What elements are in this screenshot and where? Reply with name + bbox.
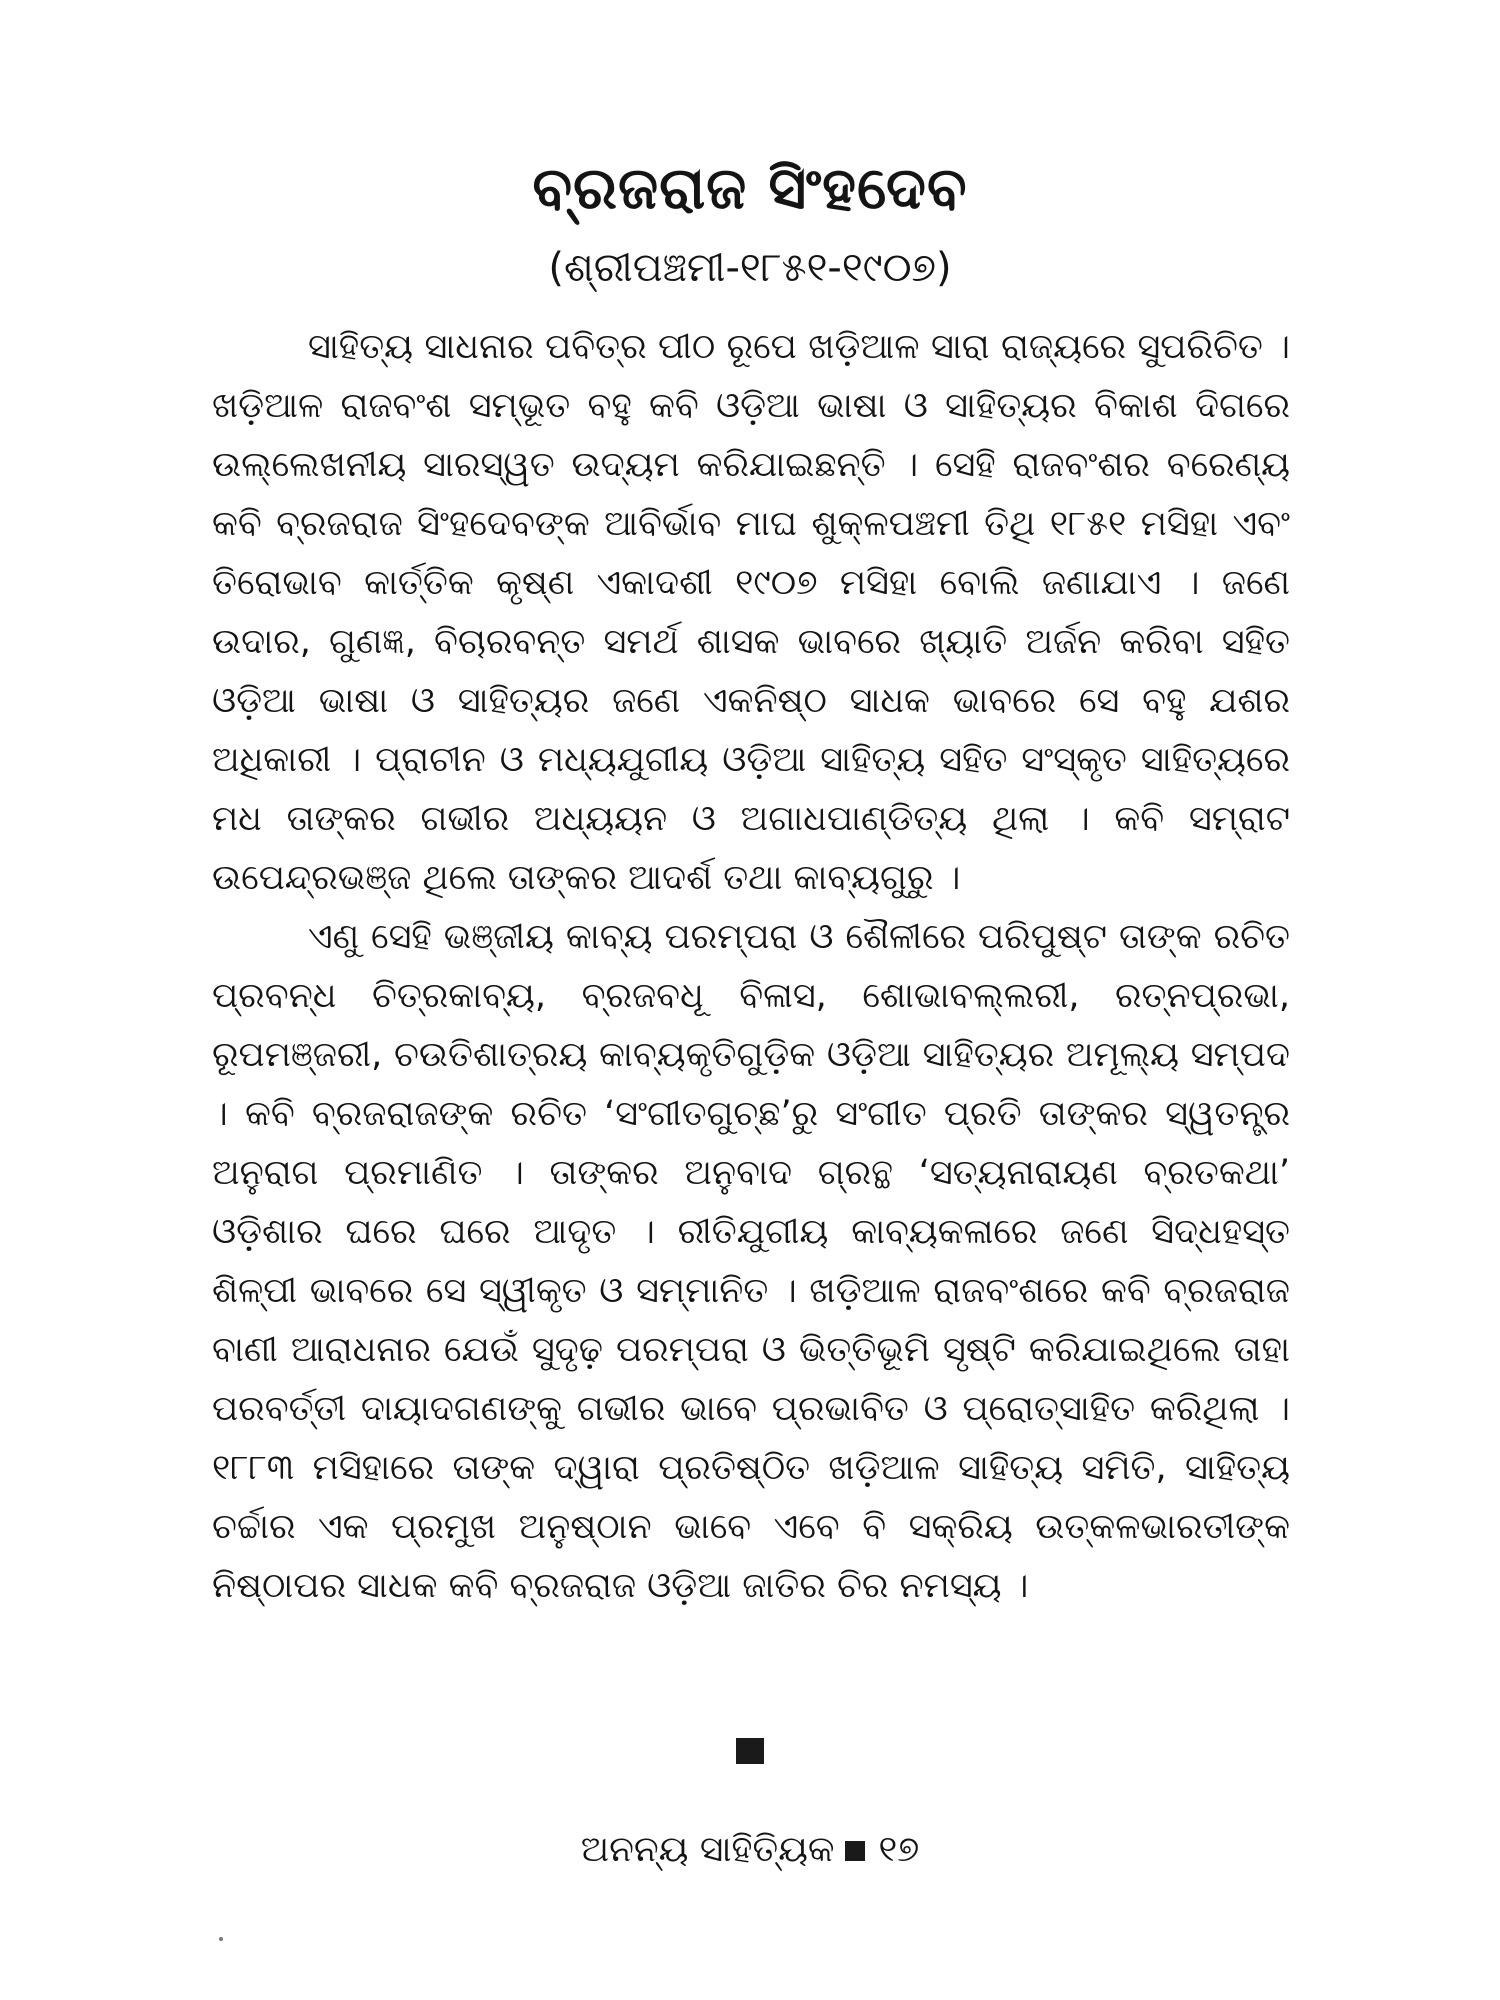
paragraph-2: ଏଣୁ ସେହି ଭଞ୍ଜୀୟ କାବ୍ୟ ପରମ୍ପରା ଓ ଶୈଳୀରେ ପରିପୁଷ୍ଟ ତାଙ୍କ ରଚିତ ପ୍ରବନ୍ଧ ଚିତ୍ରକାବ୍ୟ, ବ୍ରଜବଧୂ ବିଳାସ, ଶୋଭାବଲ୍ଲରୀ, ରତ୍ନପ୍ରଭା, ରୂପମଞ୍ଜରୀ, ଚଉତିଶାତ୍ରୟ କାବ୍ୟକୃତିଗୁଡ଼ିକ ଓଡ଼ିଆ ସାହିତ୍ୟର ଅମୂଲ୍ୟ ସମ୍ପଦ । କବି ବ୍ରଜରାଜଙ୍କ ରଚିତ ‘ସଂଗୀତଗୁଚ୍ଛ’ରୁ ସଂଗୀତ ପ୍ରତି ତାଙ୍କର ସ୍ୱତନ୍ତ୍ର ଅନୁରାଗ ପ୍ରମାଣିତ । ତାଙ୍କର ଅନୁବାଦ ଗ୍ରନ୍ଥ ‘ସତ୍ୟନାରାୟଣ ବ୍ରତକଥା’ ଓଡ଼ିଶାର ଘରେ ଘରେ ଆଦୃତ । ରୀତିଯୁଗୀୟ କାବ୍ୟକଳାରେ ଜଣେ ସିଦ୍ଧହସ୍ତ ଶିଳ୍ପୀ ଭାବରେ ସେ ସ୍ୱୀକୃତ ଓ ସମ୍ମାନିତ । ଖଡ଼ିଆଳ ରାଜବଂଶରେ କବି ବ୍ରଜରାଜ ବାଣୀ ଆରାଧନାର ଯେଉଁ ସୁଦୃଢ଼ ପରମ୍ପରା ଓ ଭିତ୍ତିଭୂମି ସୃଷ୍ଟି କରିଯାଇଥିଲେ ତାହା ପରବର୍ତ୍ତୀ ଦାୟାଦଗଣଙ୍କୁ ଗଭୀର ଭାବେ ପ୍ରଭାବିତ ଓ ପ୍ରୋତ୍ସାହିତ କରିଥିଲା । ୧୮୮୩ ମସିହାରେ ତାଙ୍କ ଦ୍ୱାରା ପ୍ରତିଷ୍ଠିତ ଖଡ଼ିଆଳ ସାହିତ୍ୟ ସମିତି, ସାହିତ୍ୟ ଚର୍ଚ୍ଚାର ଏକ ପ୍ରମୁଖ ଅନୁଷ୍ଠାନ ଭାବେ ଏବେ ବି ସକ୍ରିୟ ଉତ୍କଳଭାରତୀଙ୍କ ନିଷ୍ଠାପର ସାଧକ କବି ବ୍ରଜରାଜ ଓଡ଼ିଆ ଜାତିର ଚିର ନମସ୍ୟ । (212, 917, 1290, 1606)
scan-speck-decoration (219, 1937, 223, 1941)
footer-separator-square-icon (845, 1841, 865, 1861)
paragraph-1: ସାହିତ୍ୟ ସାଧନାର ପବିତ୍ର ପୀଠ ରୂପେ ଖଡ଼ିଆଳ ସାରା ରାଜ୍ୟରେ ସୁପରିଚିତ । ଖଡ଼ିଆଳ ରାଜବଂଶ ସମ୍ଭୂତ ବହୁ କବି ଓଡ଼ିଆ ଭାଷା ଓ ସାହିତ୍ୟର ବିକାଶ ଦିଗରେ ଉଲ୍ଲେଖନୀୟ ସାରସ୍ୱତ ଉଦ୍ୟମ କରିଯାଇଛନ୍ତି । ସେହି ରାଜବଂଶର ବରେଣ୍ୟ କବି ବ୍ରଜରାଜ ସିଂହଦେବଙ୍କ ଆବିର୍ଭାବ ମାଘ ଶୁକ୍ଳପଞ୍ଚମୀ ତିଥି ୧୮୫୧ ମସିହା ଏବଂ ତିରୋଭାବ କାର୍ତ୍ତିକ କୃଷ୍ଣ ଏକାଦଶୀ ୧୯୦୭ ମସିହା ବୋଲି ଜଣାଯାଏ । ଜଣେ ଉଦାର, ଗୁଣଜ୍ଞ, ବିଚାରବନ୍ତ ସମର୍ଥ ଶାସକ ଭାବରେ ଖ୍ୟାତି ଅର୍ଜନ କରିବା ସହିତ ଓଡ଼ିଆ ଭାଷା ଓ ସାହିତ୍ୟର ଜଣେ ଏକନିଷ୍ଠ ସାଧକ ଭାବରେ ସେ ବହୁ ଯଶର ଅଧିକାରୀ । ପ୍ରାଚୀନ ଓ ମଧ୍ୟଯୁଗୀୟ ଓଡ଼ିଆ ସାହିତ୍ୟ ସହିତ ସଂସ୍କୃତ ସାହିତ୍ୟରେ ମଧ ତାଙ୍କର ଗଭୀର ଅଧ୍ୟୟନ ଓ ଅଗାଧପାଣ୍ଡିତ୍ୟ ଥିଲା । କବି ସମ୍ରାଟ ଉପେନ୍ଦ୍ରଭଞ୍ଜ ଥିଲେ ତାଙ୍କର ଆଦର୍ଶ ତଥା କାବ୍ୟଗୁରୁ । (212, 327, 1290, 898)
page-footer (0, 1822, 1500, 1878)
article-body (212, 318, 1290, 1616)
page-subtitle-dates: (ଶ୍ରୀପଞ୍ଚମୀ-୧୮୫୧-୧୯୦୭) (548, 245, 952, 291)
end-of-article-square-icon (736, 1738, 764, 1764)
footer-page-number: ୧୭ (878, 1829, 920, 1870)
footer-book-title: ଅନନ୍ୟ ସାହିତ୍ୟିକ (580, 1829, 835, 1870)
page-title: ବ୍ରଜରାଜ ସିଂହଦେବ (532, 154, 968, 222)
